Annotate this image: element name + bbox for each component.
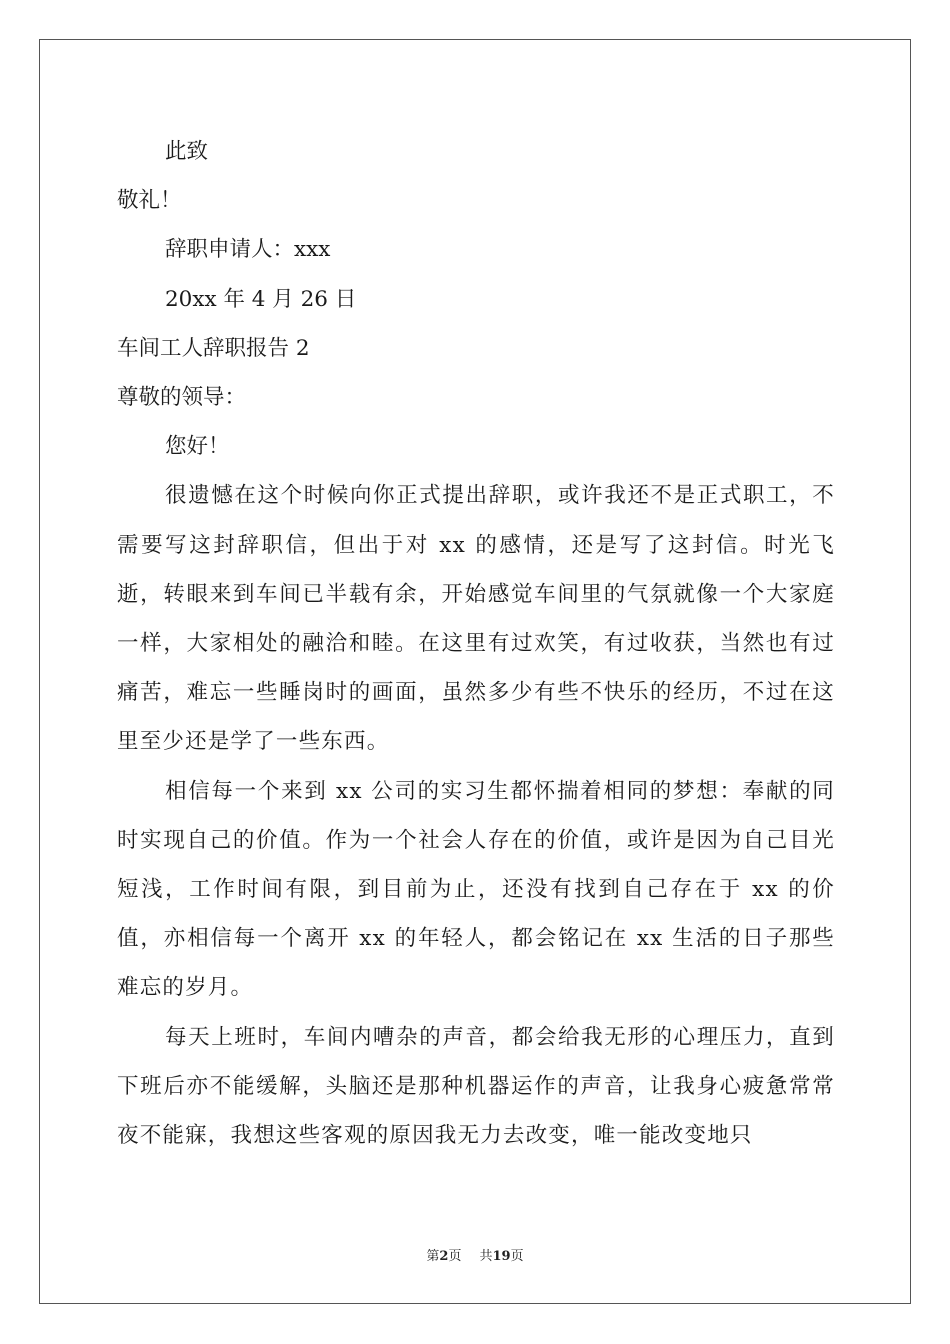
page-number: 2	[439, 1249, 449, 1264]
date-line: 20xx 年 4 月 26 日	[165, 286, 357, 312]
page-prefix: 第	[426, 1249, 440, 1264]
closing-line: 此致	[165, 139, 209, 164]
document-body	[117, 127, 835, 1160]
section-title: 车间工人辞职报告 2	[117, 335, 310, 361]
page-footer	[0, 1249, 950, 1265]
total-pages: 19	[492, 1249, 511, 1264]
page-suffix: 页	[448, 1249, 462, 1264]
greeting-line: 您好！	[165, 434, 230, 460]
body-paragraph-2: 相信每一个来到 xx 公司的实习生都怀揣着相同的梦想：奉献的同时实现自己的价值。作为一个社会人存在的价值，或许是因为自己目光短浅，工作时间有限，到目前为止，还没有找到自己存在于 xx 的价值，亦相信每一个离开 xx 的年轻人，都会铭记在 xx 生活的日子那些难忘的岁月。	[117, 778, 835, 1001]
total-prefix: 共	[479, 1249, 493, 1264]
applicant-line: 辞职申请人：xxx	[165, 237, 331, 263]
body-paragraph-1: 很遗憾在这个时候向你正式提出辞职，或许我还不是正式职工，不需要写这封辞职信，但出于对 xx 的感情，还是写了这封信。时光飞逝，转眼来到车间已半载有余，开始感觉车间里的气氛就像一个大家庭一样，大家相处的融洽和睦。在这里有过欢笑，有过收获，当然也有过痛苦，难忘一些睡岗时的画面，虽然多少有些不快乐的经历，不过在这里至少还是学了一些东西。	[117, 483, 835, 755]
salute-line: 敬礼！	[117, 188, 182, 214]
total-suffix: 页	[510, 1249, 524, 1264]
addressee-line: 尊敬的领导：	[117, 385, 247, 411]
body-paragraph-3: 每天上班时，车间内嘈杂的声音，都会给我无形的心理压力，直到下班后亦不能缓解，头脑还是那种机器运作的声音，让我身心疲惫常常夜不能寐，我想这些客观的原因我无力去改变，唯一能改变地只	[117, 1024, 835, 1149]
